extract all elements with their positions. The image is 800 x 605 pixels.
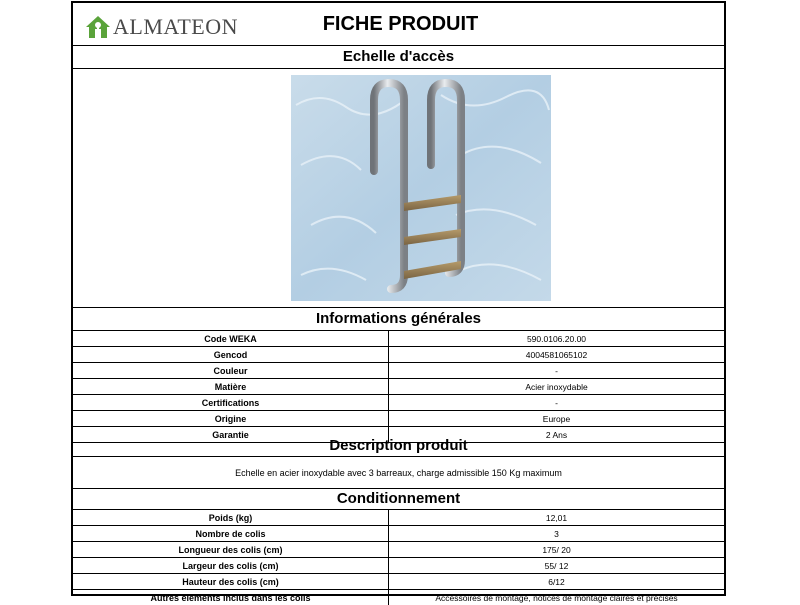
product-sheet [71, 1, 726, 596]
table-row [73, 526, 724, 542]
house-tree-icon [85, 14, 111, 40]
row-value: 6/12 [389, 574, 725, 590]
row-value: Accessoires de montage, notices de montage claires et précises [389, 590, 725, 605]
section-description-title: Description produit [73, 435, 724, 457]
table-row [73, 590, 724, 605]
table-row [73, 379, 724, 395]
row-label: Longueur des colis (cm) [73, 542, 389, 558]
general-info-table [73, 331, 724, 443]
section-packaging-title: Conditionnement [73, 488, 724, 510]
table-row [73, 558, 724, 574]
product-name: Echelle d'accès [73, 45, 724, 69]
section-general-title: Informations générales [73, 307, 724, 331]
row-label: Garantie [73, 427, 389, 443]
row-label: Gencod [73, 347, 389, 363]
table-row [73, 411, 724, 427]
row-value: Acier inoxydable [389, 379, 725, 395]
row-label: Nombre de colis [73, 526, 389, 542]
description-text: Echelle en acier inoxydable avec 3 barreaux, charge admissible 150 Kg maximum [73, 457, 724, 489]
row-value: 175/ 20 [389, 542, 725, 558]
row-label: Autres éléments inclus dans les colis [73, 590, 389, 605]
table-row [73, 347, 724, 363]
brand-logo [85, 14, 238, 40]
brand-name: ALMATEON [113, 14, 238, 40]
row-value: 12,01 [389, 510, 725, 526]
row-label: Poids (kg) [73, 510, 389, 526]
row-label: Code WEKA [73, 331, 389, 347]
row-label: Couleur [73, 363, 389, 379]
row-label: Certifications [73, 395, 389, 411]
row-label: Matière [73, 379, 389, 395]
row-value: Europe [389, 411, 725, 427]
row-value: 2 Ans [389, 427, 725, 443]
table-row [73, 542, 724, 558]
row-value: 55/ 12 [389, 558, 725, 574]
table-row [73, 574, 724, 590]
table-row [73, 363, 724, 379]
ladder-photo [291, 75, 551, 301]
page-title: FICHE PRODUIT [223, 3, 578, 45]
row-value: - [389, 363, 725, 379]
row-label: Origine [73, 411, 389, 427]
table-row [73, 395, 724, 411]
header [73, 3, 724, 46]
row-label: Largeur des colis (cm) [73, 558, 389, 574]
table-row [73, 331, 724, 347]
packaging-table [73, 510, 724, 605]
row-value: 3 [389, 526, 725, 542]
row-value: - [389, 395, 725, 411]
row-label: Hauteur des colis (cm) [73, 574, 389, 590]
row-value: 590.0106.20.00 [389, 331, 725, 347]
table-row [73, 510, 724, 526]
photo-area [73, 69, 724, 308]
row-value: 4004581065102 [389, 347, 725, 363]
